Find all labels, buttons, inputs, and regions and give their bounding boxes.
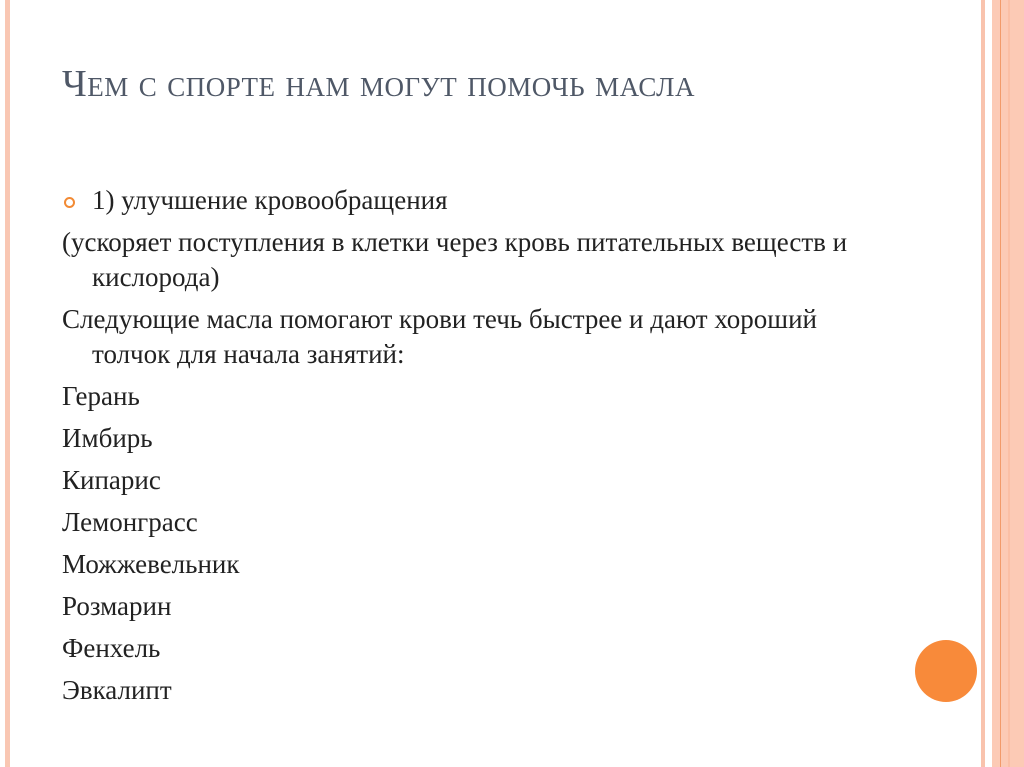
slide-content [62, 183, 882, 715]
orange-circle-decoration [915, 640, 977, 702]
oil-item: Фенхель [62, 633, 161, 663]
stripe [981, 0, 985, 767]
oil-item: Лемонграсс [62, 507, 198, 537]
left-decorative-stripe [5, 0, 10, 767]
paragraph: (ускоряет поступления в клетки через кровь питательных веществ и кислорода) [62, 227, 848, 292]
oil-item: Герань [62, 381, 140, 411]
slide-title: Чем с спорте нам могут помочь масла [62, 63, 695, 105]
bullet-item [62, 183, 882, 218]
oil-item: Эвкалипт [62, 675, 172, 705]
oil-item: Кипарис [62, 465, 161, 495]
stripe [1008, 0, 1010, 767]
oil-item: Розмарин [62, 591, 172, 621]
stripe [1000, 0, 1001, 767]
paragraph: Следующие масла помогают крови течь быстрее и дают хороший толчок для начала занятий: [62, 304, 817, 369]
oil-item: Можжевельник [62, 549, 240, 579]
oil-item: Имбирь [62, 423, 153, 453]
bullet-text: 1) улучшение кровообращения [92, 185, 448, 215]
circle-bullet-icon [64, 197, 75, 208]
